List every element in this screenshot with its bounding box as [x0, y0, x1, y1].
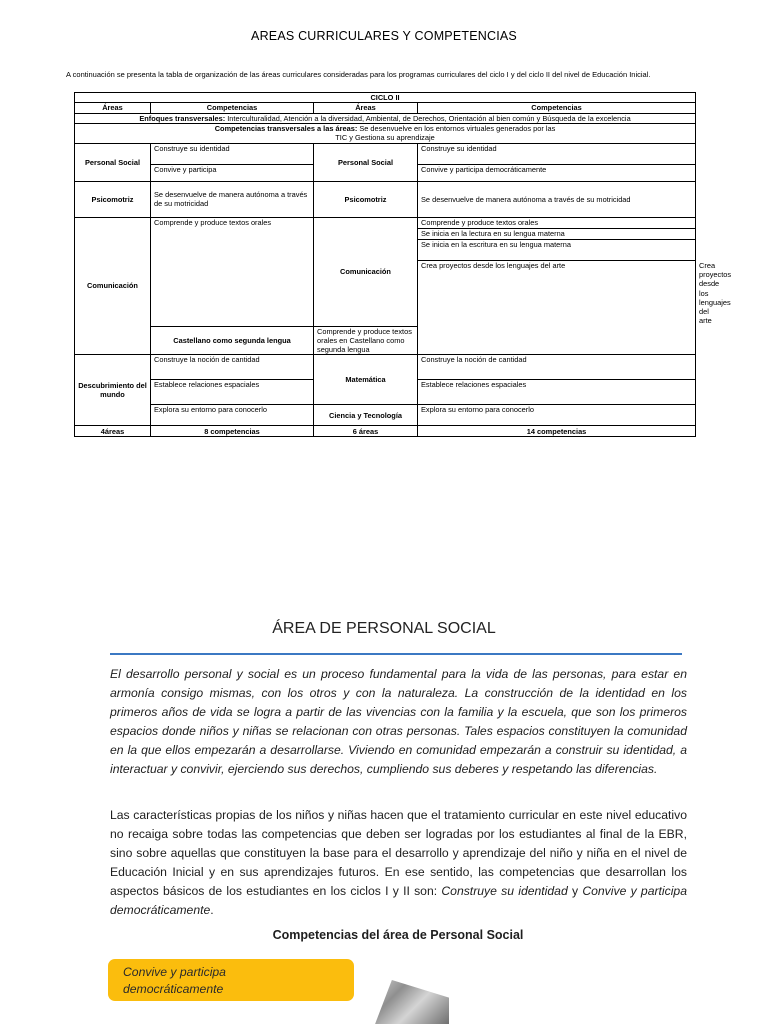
competency-cell: Comprende y produce textos orales — [151, 217, 314, 326]
competency-cell: Establece relaciones espaciales — [418, 380, 696, 405]
section-heading: ÁREA DE PERSONAL SOCIAL — [272, 620, 496, 637]
body-paragraph — [110, 806, 687, 920]
competency-cell: Construye la noción de cantidad — [151, 355, 314, 380]
competency-badge — [108, 959, 354, 1001]
personal-social-section — [0, 600, 768, 1024]
area-cell: Personal Social — [314, 143, 418, 181]
enfoques-label: Enfoques transversales: — [139, 113, 226, 123]
enfoques-text: Interculturalidad, Atención a la diversidad, Ambiental, de Derechos, Orientación al bien común y Búsqueda de la excelencia — [225, 113, 631, 123]
competency-cell: Establece relaciones espaciales — [151, 380, 314, 405]
col-header-areas: Áreas — [75, 103, 151, 113]
competency-cell: Se desenvuelve de manera autónoma a través de su motricidad — [151, 181, 314, 217]
area-cell: Psicomotriz — [75, 181, 151, 217]
area-cell: Comunicación — [75, 217, 151, 355]
competencies-subheading: Competencias del área de Personal Social — [272, 928, 524, 942]
total-competencies: 14 competencias — [418, 426, 696, 437]
cycle-header: CICLO II — [75, 93, 696, 103]
intro-text: A continuación se presenta la tabla de organización de las áreas curriculares consideradas para los programas curriculares del ciclo I y del ciclo II del nivel de Educación Inicial. — [66, 70, 651, 79]
transversal-text: Se desenvuelve en los entornos virtuales generados por las — [357, 124, 556, 133]
area-cell: Ciencia y Tecnología — [314, 405, 418, 426]
area-cell: Descubrimiento del mundo — [75, 355, 151, 426]
col-header-competencias: Competencias — [418, 103, 696, 113]
badge-line: Convive y participa — [123, 965, 226, 979]
total-areas: 4áreas — [75, 426, 151, 437]
competency-cell: Crea proyectos desde los lenguajes del arte — [418, 260, 696, 355]
competency-cell: Explora su entorno para conocerlo — [418, 405, 696, 426]
conjunction: y — [567, 884, 583, 898]
body-text: Las características propias de los niños y niñas hacen que el tratamiento curricular en este nivel educativo no recaiga sobre todas las competencias que deben ser logradas por los estudiantes al final de la EBR, sino sobre aquellas que constituyen la base para el desarrollo y aprendizaje del niño y niña en el nivel de Educación Inicial y en sus aprendizajes futuros. En ese sentido, las competencias que desarrollan los aspectos básicos de los estudiantes en los ciclos I y II son: — [110, 808, 687, 898]
area-cell: Matemática — [314, 355, 418, 405]
intro-paragraph: El desarrollo personal y social es un proceso fundamental para la vida de las personas, para estar en armonía consigo mismas, con los otros y con la naturaleza. La construcción de la identidad en los primeros años de vida se logra a partir de las vivencias con la familia y la escuela, que son los primeros espacios donde niños y niñas se relacionan con otras personas. Tales espacios constituyen la comunidad en la que ellos empezarán a desarrollarse. Viviendo en comunidad empezarán a construir su identidad, a interactuar y convivir, ejerciendo sus derechos, cumpliendo sus deberes y respetando las diferencias. — [110, 667, 687, 776]
col-header-competencias: Competencias — [151, 103, 314, 113]
heading-underline — [110, 653, 682, 655]
competency-cell: Explora su entorno para conocerlo — [151, 405, 314, 426]
area-cell: Castellano como segunda lengua — [151, 326, 314, 355]
competency-cell: Convive y participa — [151, 164, 314, 181]
transversal-text: TIC y Gestiona su aprendizaje — [335, 133, 435, 143]
competency-cell: Comprende y produce textos orales — [418, 217, 696, 228]
competency-name: Convive y participa democráticamente — [110, 884, 687, 917]
enfoques-row — [75, 113, 696, 123]
area-cell: Psicomotriz — [314, 181, 418, 217]
period: . — [210, 903, 214, 917]
area-cell: Personal Social — [75, 143, 151, 181]
competency-cell: Comprende y produce textos orales en Castellano como segunda lengua — [314, 326, 418, 355]
badge-line: democráticamente — [123, 982, 224, 996]
total-competencies: 8 competencias — [151, 426, 314, 437]
competency-cell: Construye su identidad — [151, 143, 314, 164]
decorative-graphic — [365, 980, 449, 1024]
total-areas: 6 áreas — [314, 426, 418, 437]
competency-cell: Se desenvuelve de manera autónoma a través de su motricidad — [418, 181, 696, 217]
competency-cell: Construye su identidad — [418, 143, 696, 164]
area-cell: Comunicación — [314, 217, 418, 326]
transversal-label: Competencias transversales a las áreas: — [214, 124, 358, 133]
curricular-table: CICLO II Áreas Competencias Áreas Competencias Enfoques transversales: Interculturalidad, Atención a la diversidad, Ambiental, de Derechos, Orientación al bien común y Búsqueda de la excelencia Competencias transversales a las áreas: Se desenvuelve en los entornos virtuales generados por las TIC y Gestiona su aprendizaje Personal Social Construye su identidad Personal Social Construye su identidad Convive y participa Convive y participa democráticamente Psicomotriz Se desenvuelve de manera autónoma a través de su motricidad Psicomotriz Se desenvuelve de manera autónoma a través de su motricidad Comunicación Comprende y produce textos orales Comunicación Comprende y produce textos orales Se inicia en la lectura en su lengua materna Se inicia en la escritura en su lengua materna Crea proyectos desde los lenguajes del arte Crea proyectos desde los lenguajes del arte Castellano como segunda lengua Comprende y produce textos orales en Castellano como segunda lengua Descubrimiento del mundo Construye la noción de cantidad Matemática Construye la noción de cantidad Establece relaciones espaciales Establece relaciones espaciales Explora su entorno para conocerlo Ciencia y Tecnología Explora su entorno para conocerlo 4áreas 8 competencias 6 áreas 14 competencias — [74, 92, 696, 437]
competency-cell: Se inicia en la escritura en su lengua materna — [418, 239, 696, 260]
doc-title: AREAS CURRICULARES Y COMPETENCIAS — [251, 29, 517, 43]
competency-cell: Se inicia en la lectura en su lengua materna — [418, 228, 696, 239]
transversal-row — [75, 123, 696, 143]
competency-cell: Construye la noción de cantidad — [418, 355, 696, 380]
col-header-areas: Áreas — [314, 103, 418, 113]
competency-name: Construye su identidad — [441, 884, 568, 898]
competency-cell: Convive y participa democráticamente — [418, 164, 696, 181]
